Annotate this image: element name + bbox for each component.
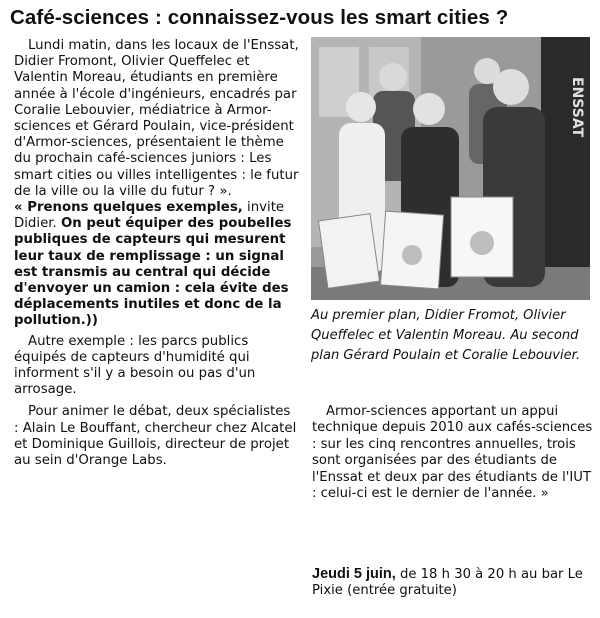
quote-body: On peut équiper des poubelles publiques de capteurs qui mesurent leur taux de remplissage : un signal est transmis au central qui décide d'envoyer un camion : cela évite des déplacements inutiles et donc de la pollution.)) xyxy=(14,216,292,329)
example-paragraph: Autre exemple : les parcs publics équipés de capteurs d'humidité qui informent s'il y a besoin ou pas d'un arrosage. xyxy=(14,333,256,398)
event-paragraph xyxy=(312,566,594,600)
sign-text: ENSSAT xyxy=(569,77,585,138)
article-headline: Café-sciences : connaissez-vous les smart cities ? xyxy=(10,6,509,29)
event-date: Jeudi 5 juin, xyxy=(312,566,396,582)
group-photo-image xyxy=(311,37,590,300)
right-body-paragraph: Armor-sciences apportant un appui technique depuis 2010 aux cafés-sciences : sur les cinq rencontres annuelles, trois sont organisées par des étudiants de l'Enssat et deux par des étudiants de l'IUT : celui-ci est le dernier de l'année. » xyxy=(312,404,593,502)
quote-lead: « Prenons quelques exemples, xyxy=(14,200,243,216)
intro-paragraph: Lundi matin, dans les locaux de l'Enssat, Didier Fromont, Olivier Queffelec et Valentin Moreau, étudiants en première année à l'école d'ingénieurs, encadrés par Coralie Lebouvier, médiatrice à Armor-sciences et Gérard Poulain, vice-président d'Armor-sciences, présentaient le thème du prochain café-sciences juniors : Les smart cities ou villes intelligentes : le futur de la ville ou la ville du futur ? ». xyxy=(14,38,299,199)
debate-paragraph: Pour animer le débat, deux spécialistes : Alain Le Bouffant, chercheur chez Alcatel et Dominique Guillois, directeur de projet au sein d'Orange Labs. xyxy=(14,404,297,469)
event-details: de 18 h 30 à 20 h au bar Le Pixie (entrée gratuite) xyxy=(312,567,583,599)
left-column xyxy=(14,38,299,469)
quote-paragraph xyxy=(14,200,299,330)
group-photo xyxy=(311,37,590,300)
right-column xyxy=(312,404,594,502)
event-info xyxy=(312,566,594,600)
photo-caption: Au premier plan, Didier Fromot, Olivier Queffelec et Valentin Moreau. Au second plan Gérard Poulain et Coralie Lebouvier. xyxy=(311,308,581,363)
quote-invite: invite Didier. xyxy=(14,200,285,232)
